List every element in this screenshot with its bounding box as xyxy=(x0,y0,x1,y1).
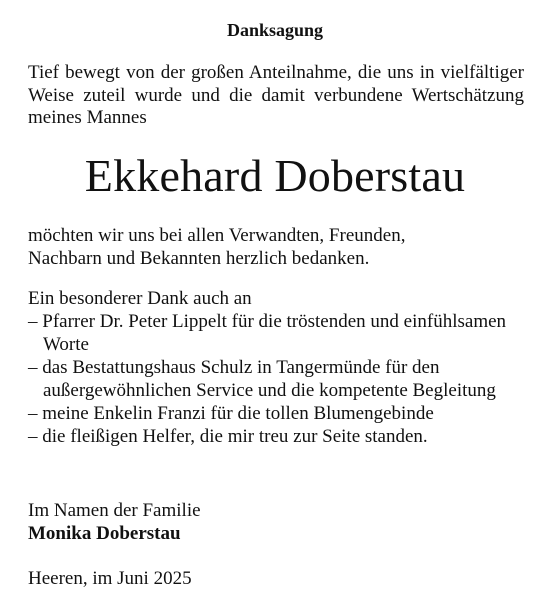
intro-paragraph: Tief bewegt von der großen Anteilnahme, die uns in vielfältiger Weise zuteil wurde und die damit verbundene Wertschätzung meines Mannes xyxy=(28,62,524,128)
special-thanks-item: – das Bestattungshaus Schulz in Tangermünde für den außergewöhnlichen Service und die kompetente Begleitung xyxy=(28,357,496,401)
special-thanks-section xyxy=(28,287,528,448)
signature-intro: Im Namen der Familie xyxy=(28,500,201,521)
thanks-paragraph xyxy=(28,224,528,270)
special-thanks-item: – Pfarrer Dr. Peter Lippelt für die tröstenden und einfühlsamen Worte xyxy=(28,311,507,355)
thanks-line: Nachbarn und Bekannten herzlich bedanken. xyxy=(28,248,370,269)
thanks-line: möchten wir uns bei allen Verwandten, Freunden, xyxy=(28,225,406,246)
place-date: Heeren, im Juni 2025 xyxy=(28,568,192,589)
special-thanks-item: – die fleißigen Helfer, die mir treu zur Seite standen. xyxy=(28,426,428,447)
notice-title: Danksagung xyxy=(226,20,324,40)
special-thanks-heading: Ein besonderer Dank auch an xyxy=(28,288,252,309)
special-thanks-item: – meine Enkelin Franzi für die tollen Blumengebinde xyxy=(28,403,434,424)
signature-name: Monika Doberstau xyxy=(28,523,181,544)
deceased-name: Ekkehard Doberstau xyxy=(84,150,466,201)
